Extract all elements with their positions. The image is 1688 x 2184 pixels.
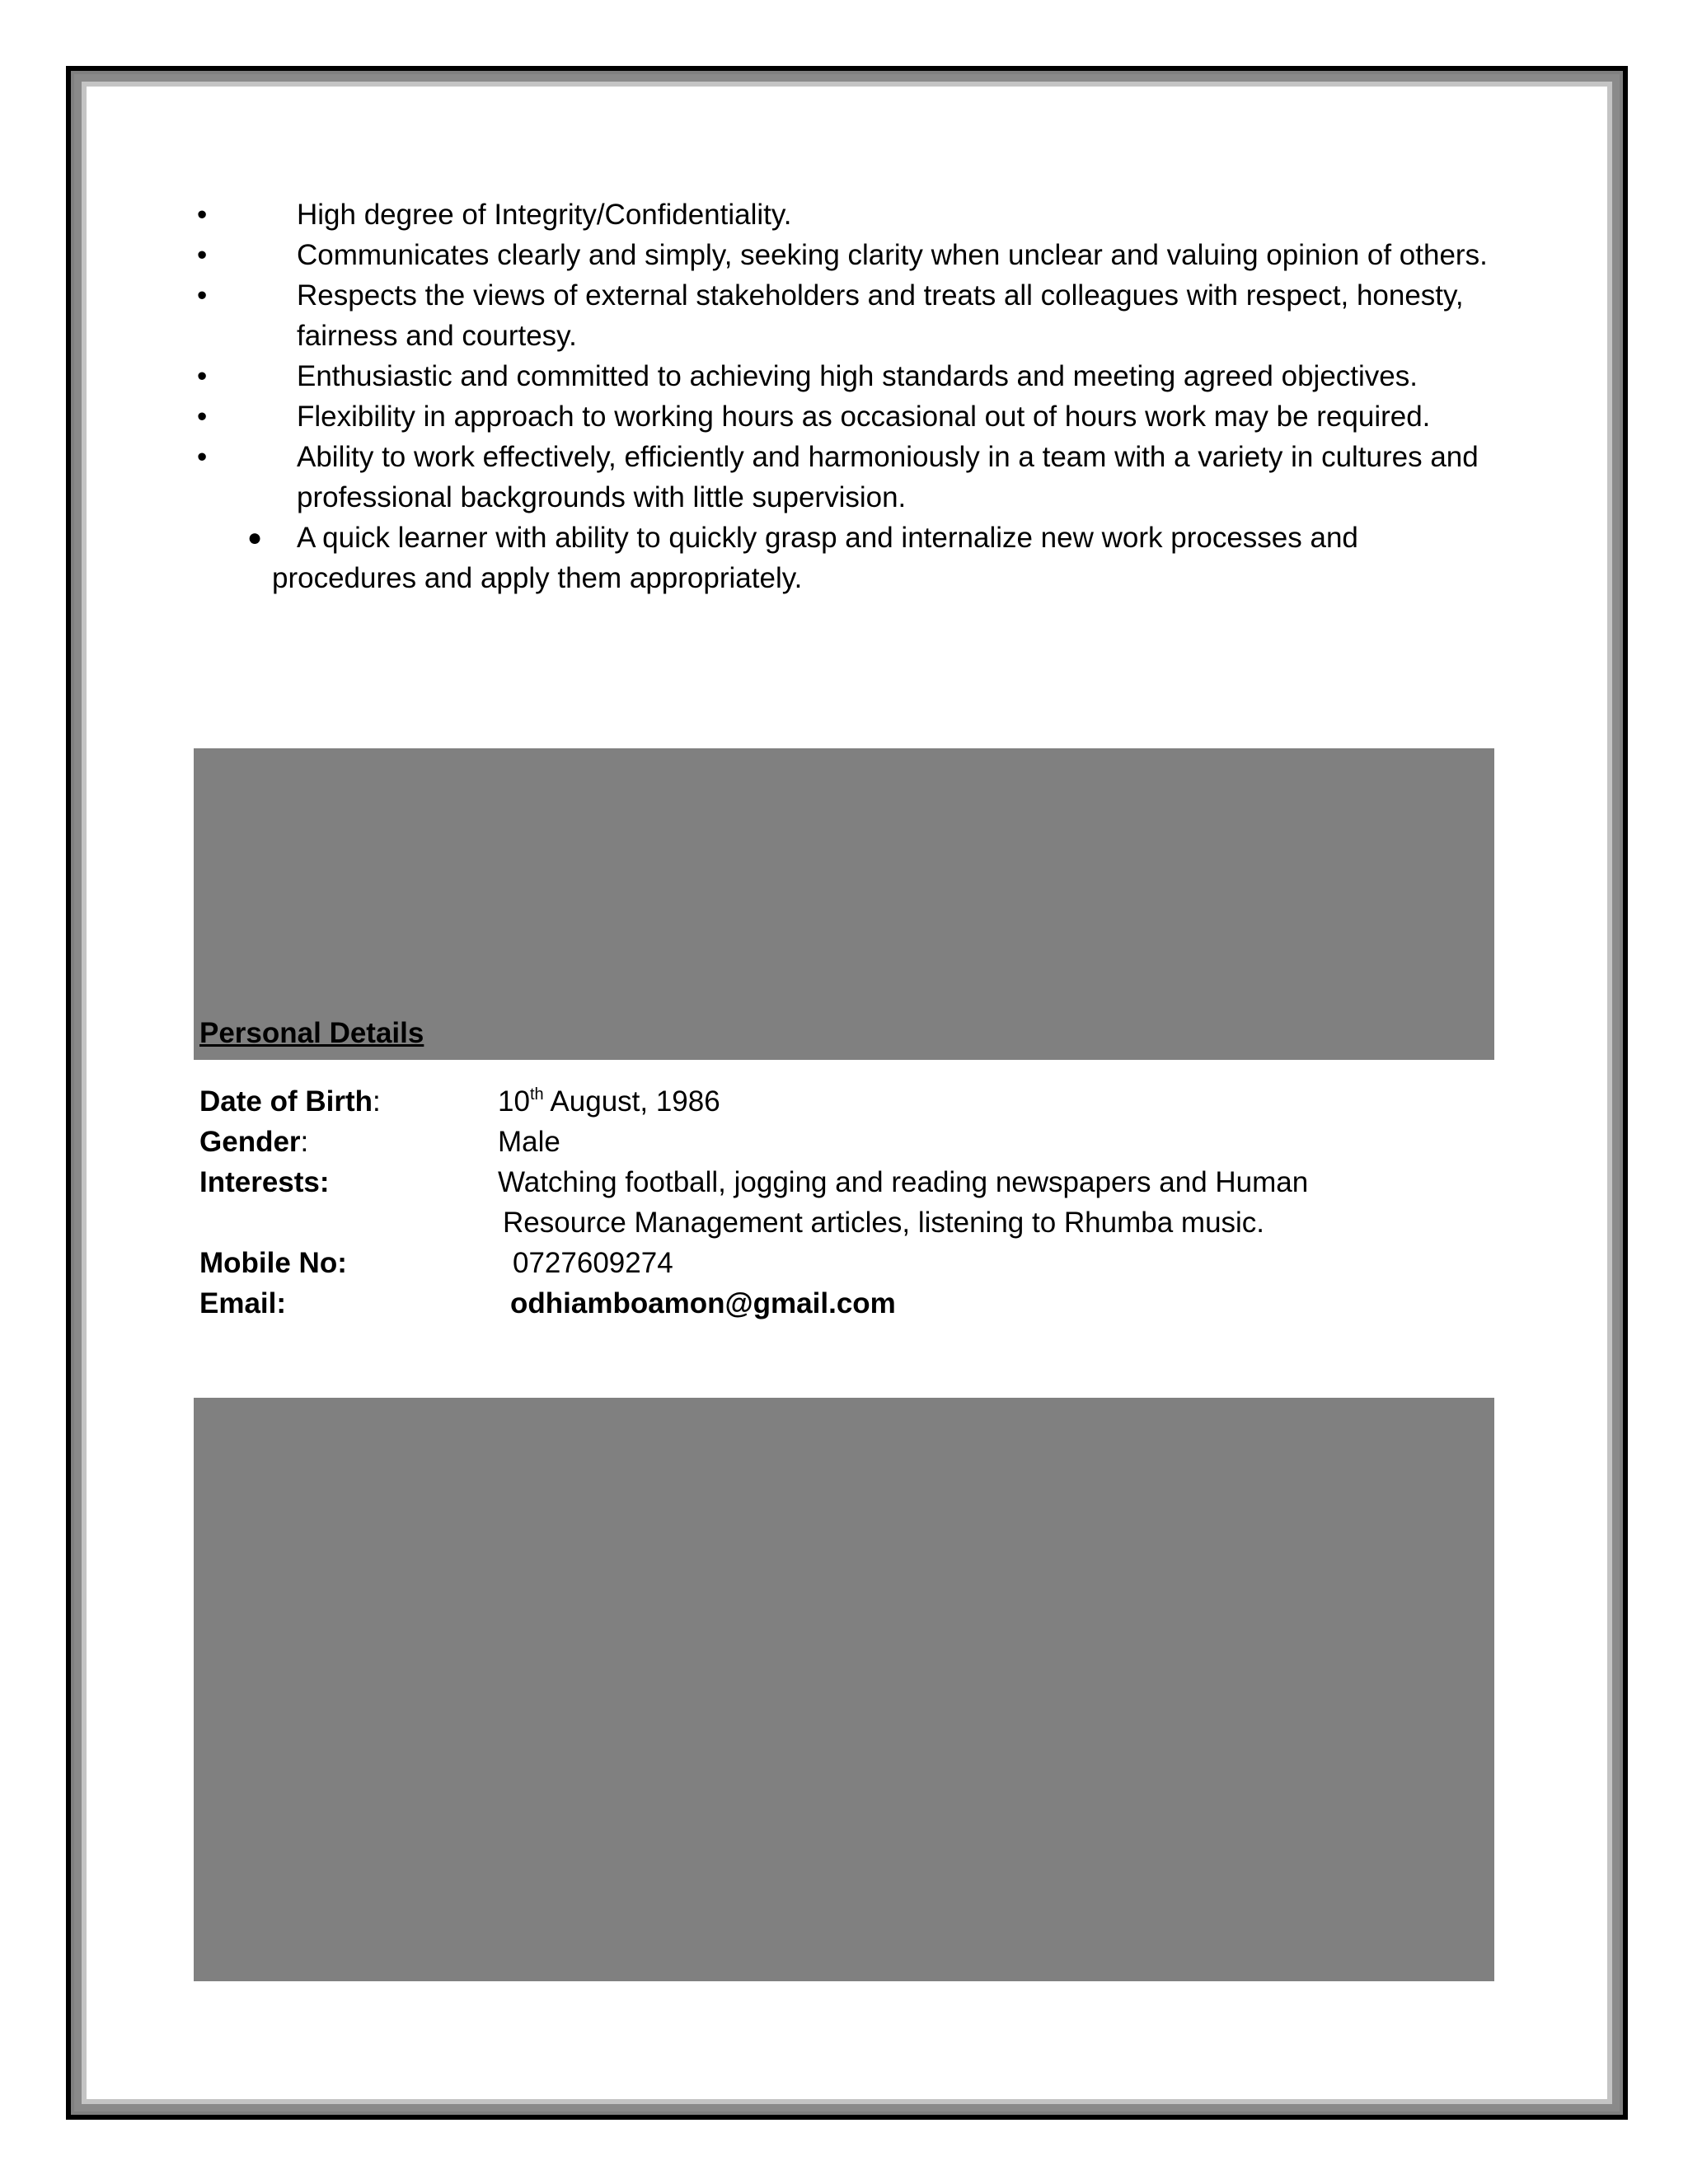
bullet-icon: • [197,360,208,392]
mobile-value: 0727609274 [513,1247,673,1279]
detail-row-dob [199,1081,1485,1122]
gender-value: Male [498,1126,560,1158]
gender-label: Gender: [199,1126,309,1158]
bullet-icon: • [197,401,208,433]
detail-row-gender [199,1122,1485,1162]
list-item [194,437,1496,518]
bullet-icon: • [197,279,208,312]
list-item-text: Communicates clearly and simply, seeking clarity when unclear and valuing opinion of others. [297,239,1488,271]
list-item [194,194,1496,235]
detail-row-interests [199,1162,1485,1243]
list-item-text: A quick learner with ability to quickly grasp and internalize new work processes and procedures and apply them appropriately. [272,522,1358,594]
list-item [194,275,1496,356]
bullet-icon: • [197,441,208,473]
skills-list [194,194,1496,598]
interests-value: Watching football, jogging and reading newspapers and Human Resource Management articles, listening to Rhumba music. [498,1166,1309,1239]
section-heading-personal-details: Personal Details [199,1017,424,1049]
personal-details [199,1081,1485,1324]
list-item-text: Respects the views of external stakeholders and treats all colleagues with respect, honesty, fairness and courtesy. [297,279,1464,352]
bullet-icon: • [197,199,208,231]
detail-row-email [199,1283,1485,1324]
dob-value: 10th August, 1986 [498,1085,720,1118]
list-item-text: Ability to work effectively, efficiently and harmoniously in a team with a variety in cultures and professional backgrounds with little supervision. [297,441,1479,513]
interests-label: Interests: [199,1166,330,1198]
dob-label: Date of Birth: [199,1085,381,1118]
bullet-icon: ● [247,524,263,551]
bullet-icon: • [197,239,208,271]
list-item [194,396,1496,437]
email-value: odhiamboamon@gmail.com [510,1287,896,1319]
list-item-text: Enthusiastic and committed to achieving high standards and meeting agreed objectives. [297,360,1418,392]
list-item-text: High degree of Integrity/Confidentiality. [297,199,792,231]
mobile-label: Mobile No: [199,1247,347,1279]
email-label: Email: [199,1287,287,1319]
list-item [194,518,1496,598]
list-item-text: Flexibility in approach to working hours as occasional out of hours work may be required. [297,401,1431,433]
list-item [194,356,1496,396]
list-item [194,235,1496,275]
redacted-block [194,1398,1494,1981]
detail-row-mobile [199,1243,1485,1283]
